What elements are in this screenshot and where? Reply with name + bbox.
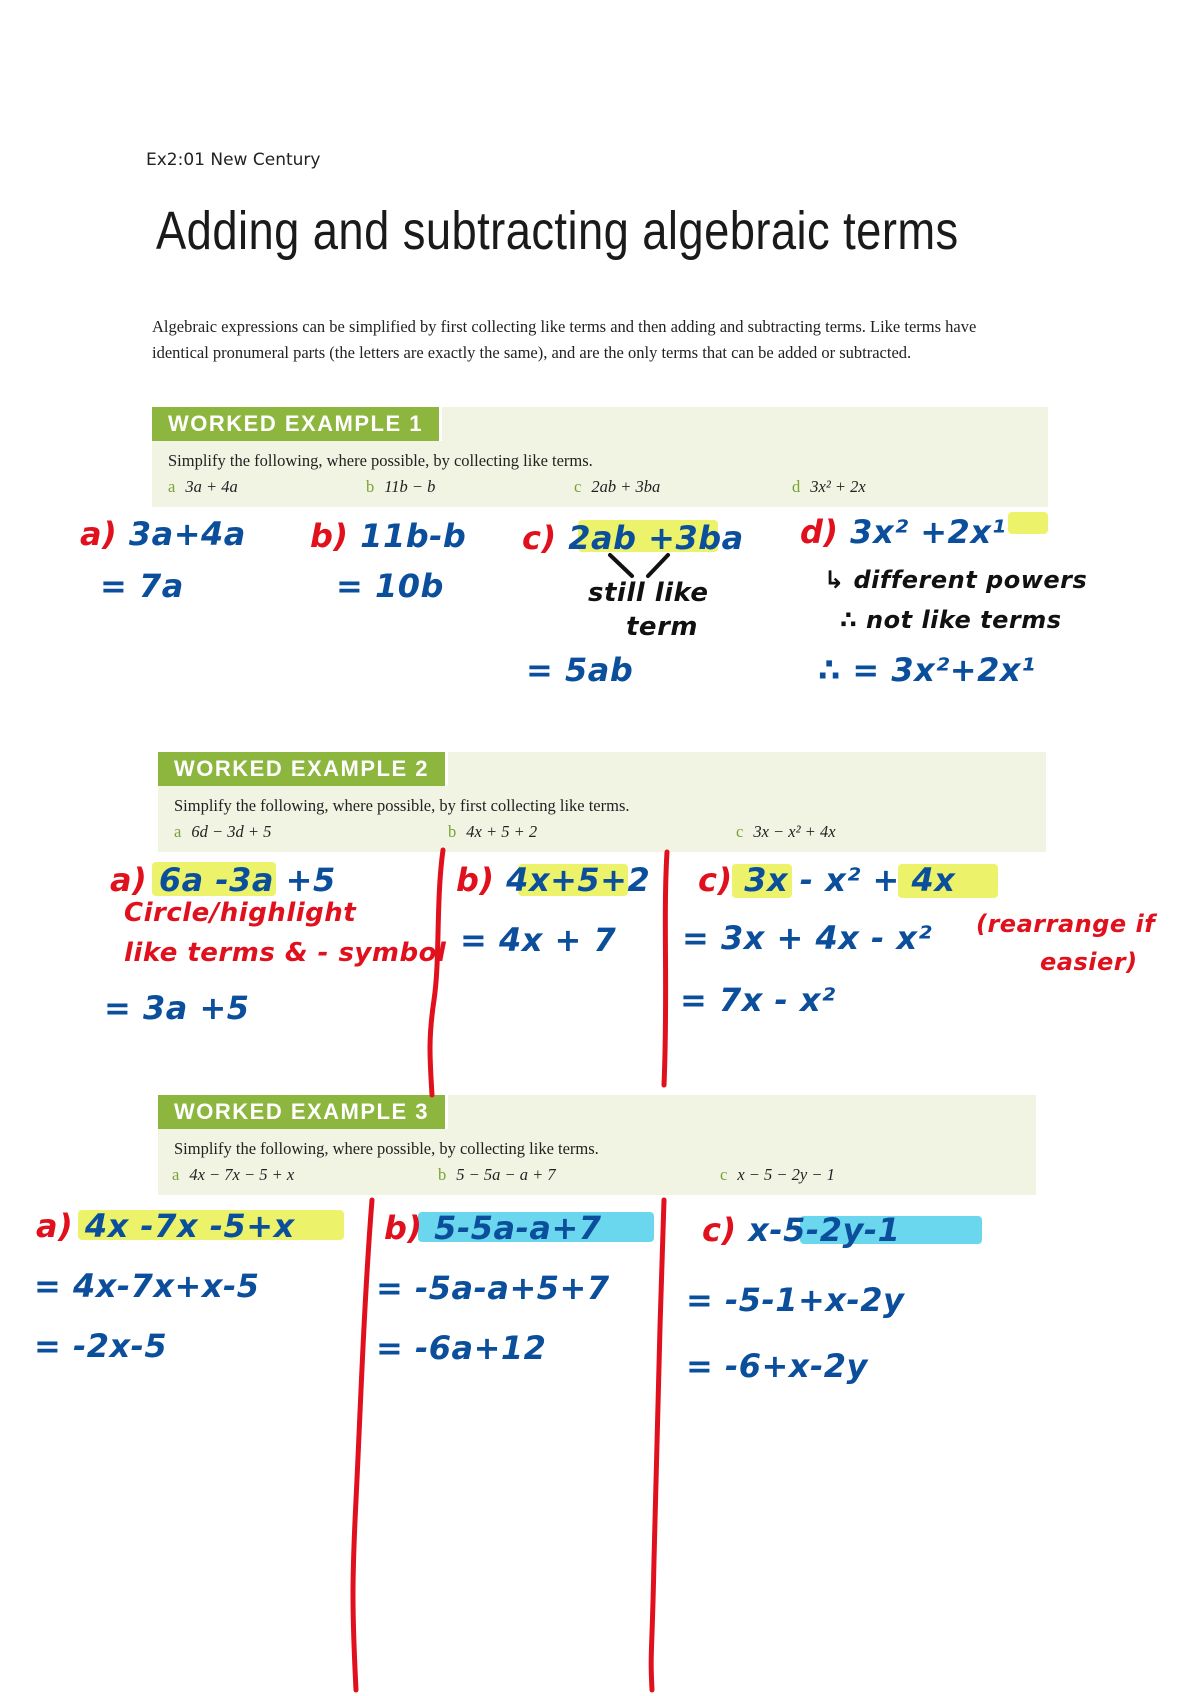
example-part-c: c 3x − x² + 4x bbox=[736, 822, 836, 841]
hw-ex1-b-line1: b) 11b-b bbox=[310, 517, 467, 555]
hw-ex3-c-line3: = -6+x-2y bbox=[686, 1347, 868, 1385]
highlight-mark bbox=[1008, 512, 1048, 534]
example-part-b: b 11b − b bbox=[366, 477, 436, 496]
example-part-b: b 5 − 5a − a + 7 bbox=[438, 1165, 556, 1184]
hw-ex1-c-line3: term bbox=[626, 612, 698, 642]
hw-ex3-a-line2: = 4x-7x+x-5 bbox=[34, 1267, 260, 1305]
hw-ex1-a-line2: = 7a bbox=[100, 567, 184, 605]
example-instruction: Simplify the following, where possible, by collecting like terms. bbox=[174, 1139, 599, 1158]
example-part-a: a 4x − 7x − 5 + x bbox=[172, 1165, 295, 1184]
hw-ex2-a-line3: like terms & - symbol bbox=[124, 938, 447, 968]
worked-example-label: WORKED EXAMPLE 3 bbox=[158, 1095, 448, 1129]
example-part-b: b 4x + 5 + 2 bbox=[448, 822, 538, 841]
worked-example-label: WORKED EXAMPLE 1 bbox=[152, 407, 442, 441]
page-title: Adding and subtracting algebraic terms bbox=[156, 201, 959, 261]
worked-example-label: WORKED EXAMPLE 2 bbox=[158, 752, 448, 786]
hw-ex3-a-line1: a) 4x -7x -5+x bbox=[36, 1207, 295, 1245]
worked-example-1 bbox=[152, 407, 1048, 507]
hw-ex3-b-line1: b) 5-5a-a+7 bbox=[384, 1209, 602, 1247]
hw-ex1-a-line1: a) 3a+4a bbox=[80, 515, 246, 553]
hw-ex3-b-line2: = -5a-a+5+7 bbox=[376, 1269, 610, 1307]
hw-ex2-a-line4: = 3a +5 bbox=[104, 989, 250, 1027]
hw-ex1-b-line2: = 10b bbox=[336, 567, 444, 605]
hw-ex3-c-line2: = -5-1+x-2y bbox=[686, 1281, 905, 1319]
hw-ex3-c-line1: c) x-5-2y-1 bbox=[702, 1211, 901, 1249]
intro-paragraph: Algebraic expressions can be simplified by first collecting like terms and then adding and subtracting terms. Like terms have identical pronumeral parts (the letters are exactly the same), and are the only terms that can be added or subtracted. bbox=[152, 317, 977, 362]
example-part-c: c x − 5 − 2y − 1 bbox=[720, 1165, 835, 1184]
example-instruction: Simplify the following, where possible, by collecting like terms. bbox=[168, 451, 593, 470]
hw-ex3-b-line3: = -6a+12 bbox=[376, 1329, 547, 1367]
hw-ex1-d-line1: d) 3x² +2x¹ bbox=[800, 513, 1006, 551]
example-part-a: a 3a + 4a bbox=[168, 477, 238, 496]
example-part-c: c 2ab + 3ba bbox=[574, 477, 661, 496]
hw-ex2-b-line2: = 4x + 7 bbox=[460, 921, 617, 959]
example-instruction: Simplify the following, where possible, by first collecting like terms. bbox=[174, 796, 630, 815]
hw-ex3-a-line3: = -2x-5 bbox=[34, 1327, 168, 1365]
example-part-d: d 3x² + 2x bbox=[792, 477, 866, 496]
hw-ex2-c-line5: = 7x - x² bbox=[680, 981, 836, 1019]
hw-ex1-d-line4: ∴ = 3x²+2x¹ bbox=[818, 651, 1036, 689]
source-label: Ex2:01 New Century bbox=[146, 150, 321, 170]
hw-ex2-a-line1: a) 6a -3a +5 bbox=[110, 861, 336, 899]
example-part-a: a 6d − 3d + 5 bbox=[174, 822, 272, 841]
hw-ex1-c-line4: = 5ab bbox=[526, 651, 634, 689]
hw-ex2-a-line2: Circle/highlight bbox=[124, 898, 357, 928]
worked-example-3 bbox=[158, 1095, 1036, 1195]
hw-ex1-d-line3: ∴ not like terms bbox=[840, 606, 1062, 634]
hw-ex2-c-line2: = 3x + 4x - x² bbox=[682, 919, 933, 957]
hw-ex1-c-line2: still like bbox=[588, 578, 709, 608]
hw-ex1-c-line1: c) 2ab +3ba bbox=[522, 519, 744, 557]
hw-ex2-c-line1: c) 3x - x² + 4x bbox=[698, 861, 956, 899]
worked-example-2 bbox=[158, 752, 1046, 852]
hw-ex2-c-line4: easier) bbox=[1040, 948, 1138, 976]
hw-ex2-c-line3: (rearrange if bbox=[976, 910, 1156, 938]
hw-ex2-b-line1: b) 4x+5+2 bbox=[456, 861, 651, 899]
hw-ex1-d-line2: ↳ different powers bbox=[824, 566, 1088, 594]
